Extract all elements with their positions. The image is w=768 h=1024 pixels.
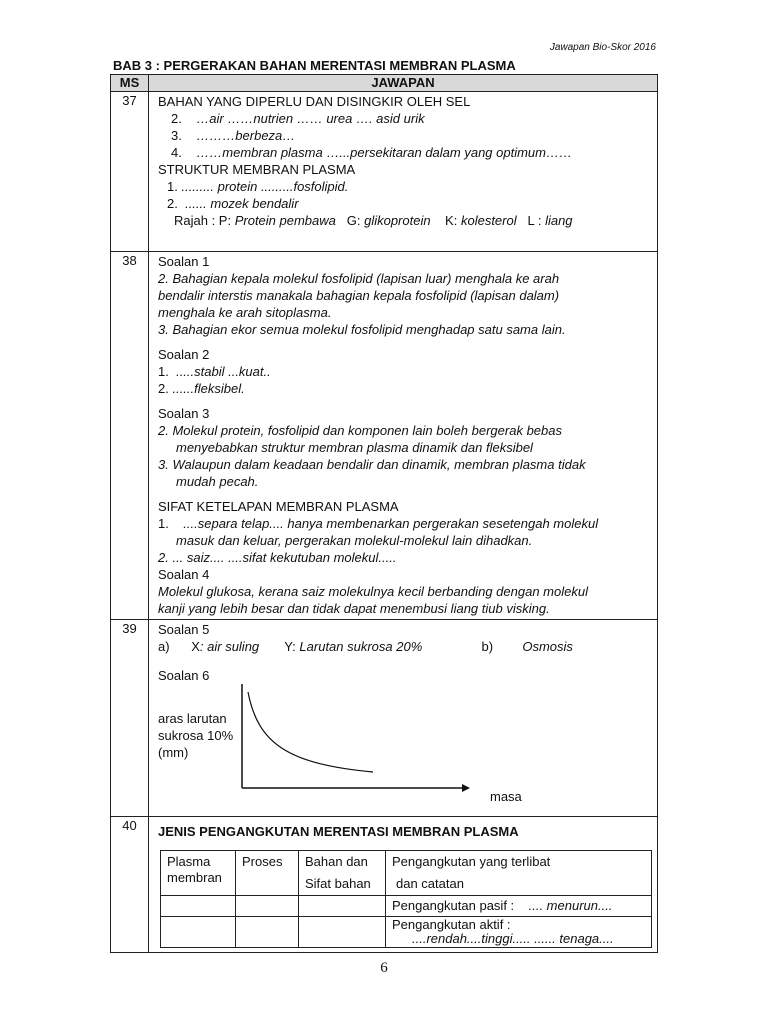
col-text: membran (167, 870, 222, 885)
header-right: Jawapan Bio-Skor 2016 (549, 42, 656, 53)
y-text: Larutan sukrosa 20% (299, 639, 423, 654)
ms-cell: 37 (111, 92, 149, 252)
answer-line: bendalir interstis manakala bahagian kepala fosfolipid (lapisan dalam) (158, 288, 560, 303)
x-label: X (191, 639, 200, 654)
answer-line: 3. Bahagian ekor semua molekul fosfolipid menghadap satu sama lain. (158, 322, 566, 337)
graph-y-label-line: (mm) (158, 745, 189, 760)
section-heading: JENIS PENGANGKUTAN MERENTASI MEMBRAN PLASMA (158, 824, 519, 839)
answer-cell (149, 92, 658, 252)
question-label: Soalan 5 (158, 622, 210, 637)
answer-cell (149, 252, 658, 620)
list-item (158, 127, 653, 144)
question-label: Soalan 3 (158, 406, 210, 421)
answer-line: 2. Molekul protein, fosfolipid dan komponen lain boleh bergerak bebas (158, 423, 562, 438)
col-text: Sifat bahan (305, 876, 371, 891)
answer-table (110, 74, 658, 953)
answer-line: mudah pecah. (176, 474, 259, 489)
col-pengangkutan (386, 851, 652, 896)
table-row (111, 252, 658, 620)
item-text: ………berbeza… (196, 128, 296, 143)
answer-line: 2. ... saiz.... ....sifat kekutuban molekul..... (158, 550, 397, 565)
col-text: Bahan dan (305, 854, 368, 869)
rajah-k: kolesterol (460, 213, 517, 228)
ms-cell: 38 (111, 252, 149, 620)
x-axis-arrow-icon (462, 784, 470, 792)
col-plasma (161, 851, 236, 896)
question-label: Soalan 2 (158, 347, 210, 362)
aktif-value: ....rendah....tinggi..... ...... tenaga.... (412, 931, 614, 946)
empty-cell (236, 917, 299, 948)
pasif-cell (386, 896, 652, 917)
section-heading: STRUKTUR MEMBRAN PLASMA (158, 162, 356, 177)
rajah-line (158, 212, 653, 229)
item-number: 3. (171, 128, 182, 143)
answer-cell (149, 817, 658, 953)
answer-line (158, 515, 653, 532)
transport-header-row (161, 851, 652, 896)
rajah-l: liang (545, 213, 573, 228)
graph-y-label (158, 710, 233, 761)
sketch-graph (158, 684, 653, 814)
answer-line: Molekul glukosa, kerana saiz molekulnya kecil berbanding dengan molekul (158, 584, 588, 599)
col-proses: Proses (236, 851, 299, 896)
y-label: Y: (284, 639, 296, 654)
answer-line: kanji yang lebih besar dan tidak dapat menembusi liang tiub visking. (158, 601, 550, 616)
page-title: BAB 3 : PERGERAKAN BAHAN MERENTASI MEMBRAN PLASMA (113, 58, 516, 73)
section-heading: SIFAT KETELAPAN MEMBRAN PLASMA (158, 499, 399, 514)
item-number: 1. (158, 516, 169, 531)
list-item (158, 178, 653, 195)
aktif-cell (386, 917, 652, 948)
item-number: 1. (158, 364, 169, 379)
rajah-l-label: L : (527, 213, 542, 228)
item-number: 4. (171, 145, 182, 160)
answer-line: menyebabkan struktur membran plasma dinamik dan fleksibel (176, 440, 533, 455)
item-number: 2. (167, 196, 178, 211)
item-text: ...... mozek bendalir (185, 196, 299, 211)
question-label: Soalan 6 (158, 668, 210, 683)
item-number: 2. (158, 381, 169, 396)
rajah-prefix: Rajah : P: (174, 213, 232, 228)
col-text: Pengangkutan yang terlibat (392, 854, 551, 869)
ms-cell: 40 (111, 817, 149, 953)
list-item (158, 195, 653, 212)
transport-table (160, 850, 652, 948)
list-item (158, 110, 653, 127)
rajah-g-label: G: (346, 213, 361, 228)
question-label: Soalan 1 (158, 254, 210, 269)
graph-y-label-line: sukrosa 10% (158, 728, 234, 743)
page-number: 6 (380, 960, 388, 976)
item-number: 1. (167, 179, 178, 194)
answer-line (158, 638, 653, 655)
answer-line: menghala ke arah sitoplasma. (158, 305, 332, 320)
list-item (158, 144, 653, 161)
answer-cell (149, 620, 658, 817)
transport-row (161, 917, 652, 948)
empty-cell (299, 917, 386, 948)
table-header-row (111, 75, 658, 92)
empty-cell (299, 896, 386, 917)
col-text: dan catatan (396, 876, 464, 891)
table-row (111, 92, 658, 252)
item-number: 2. (171, 111, 182, 126)
item-text: ……membran plasma …...persekitaran dalam yang optimum…… (196, 145, 572, 160)
graph-y-label-line: aras larutan (158, 711, 227, 726)
part-a-label: a) (158, 639, 170, 654)
question-label: Soalan 4 (158, 567, 210, 582)
rajah-p: Protein pembawa (234, 213, 336, 228)
answer-line: masuk dan keluar, pergerakan molekul-molekul lain dihadkan. (176, 533, 533, 548)
table-row (111, 620, 658, 817)
item-text: ......fleksibel. (172, 381, 245, 396)
rajah-k-label: K: (445, 213, 458, 228)
transport-row (161, 896, 652, 917)
section-heading: BAHAN YANG DIPERLU DAN DISINGKIR OLEH SEL (158, 94, 471, 109)
pasif-label: Pengangkutan pasif : (392, 898, 515, 913)
part-b-label: b) (481, 639, 494, 654)
rajah-g: glikoprotein (364, 213, 431, 228)
item-text: ......... protein .........fosfolipid. (181, 179, 349, 194)
table-row (111, 817, 658, 953)
answer-line (158, 363, 653, 380)
item-text: .....stabil ...kuat.. (176, 364, 271, 379)
answer-line: 2. Bahagian kepala molekul fosfolipid (lapisan luar) menghala ke arah (158, 271, 560, 286)
aktif-label: Pengangkutan aktif : (392, 917, 511, 932)
empty-cell (161, 896, 236, 917)
empty-cell (236, 896, 299, 917)
part-b-text: Osmosis (522, 639, 573, 654)
graph-x-label: masa (490, 789, 522, 804)
graph-curve (248, 692, 373, 772)
col-text: Plasma (167, 854, 211, 869)
answer-line: 3. Walaupun dalam keadaan bendalir dan dinamik, membran plasma tidak (158, 457, 586, 472)
empty-cell (161, 917, 236, 948)
header-ms: MS (111, 75, 149, 92)
answer-line (158, 380, 653, 397)
item-text: …air ……nutrien …… urea …. asid urik (196, 111, 425, 126)
header-jawapan: JAWAPAN (149, 75, 658, 92)
pasif-value: .... menurun.... (528, 898, 613, 913)
x-text: : air suling (199, 639, 260, 654)
ms-cell: 39 (111, 620, 149, 817)
col-bahan (299, 851, 386, 896)
item-text: ....separa telap.... hanya membenarkan pergerakan sesetengah molekul (183, 516, 599, 531)
